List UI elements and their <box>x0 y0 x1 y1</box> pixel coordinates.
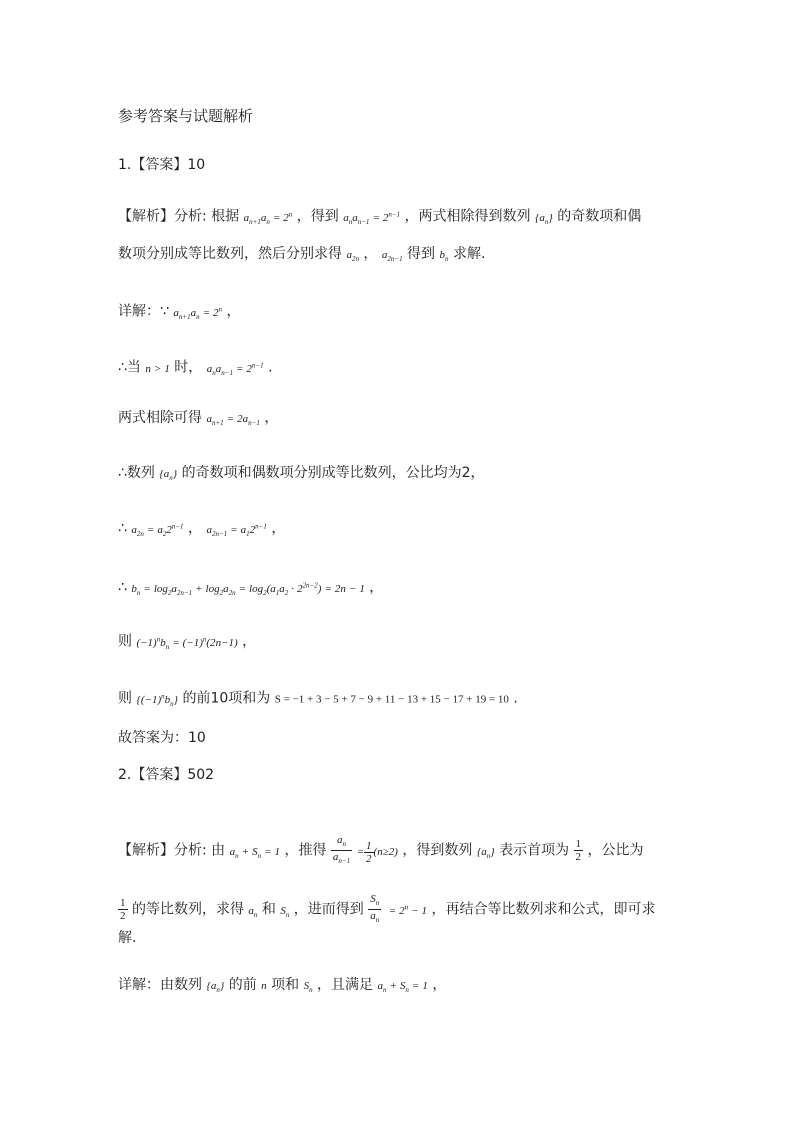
q1-sum-line <box>118 687 518 713</box>
formula: $a_n$ <box>248 904 258 919</box>
q1-analysis-line2 <box>118 245 485 268</box>
formula: $(-1)^nb_n = (-1)^n(2n-1)$ <box>136 635 238 651</box>
formula: = $2^n - 1$ <box>388 903 428 917</box>
q2-analysis-line1 <box>118 834 643 867</box>
formula: = $\frac{1}{2}$ (n≥2) <box>356 839 398 865</box>
q1-sequence-line <box>118 464 485 487</box>
text: . <box>513 690 518 707</box>
q1-detail-line <box>118 300 241 326</box>
sn-over-an-fraction: $\frac{S_n}{a_n}$ <box>370 893 380 925</box>
q1-analysis-line1 <box>118 205 641 231</box>
text: ， <box>226 303 241 320</box>
q1-when-line <box>118 356 273 382</box>
text: 得到 <box>407 246 436 262</box>
formula: $a_n + S_n = 1$ <box>377 980 428 995</box>
text: 则 <box>118 690 132 707</box>
page-heading: 参考答案与试题解析 <box>118 107 254 125</box>
formula: $\{(-1)^nb_n\}$ <box>136 692 179 708</box>
text: ，推得 <box>284 842 327 859</box>
formula: $a_{2n-1} = a_12^{n-1}$ <box>206 522 267 538</box>
half-fraction: $\frac{1}{2}$ <box>575 838 582 864</box>
formula: $\{a_n\}$ <box>535 211 553 226</box>
text: 和 <box>261 901 276 918</box>
text: ， <box>242 633 257 650</box>
text: ，进而得到 <box>293 901 364 918</box>
formula: $a_{n+1} = 2a_{n-1}$ <box>206 413 260 428</box>
formula: n > 1 <box>145 362 170 375</box>
text: 项和 <box>271 977 300 993</box>
text: ∴ <box>118 520 127 537</box>
formula: $a_{2n}$ <box>346 249 359 264</box>
text: . <box>268 359 273 376</box>
text: ， <box>271 520 286 537</box>
text: ∴数列 <box>118 465 155 481</box>
text: ∴ <box>118 579 127 596</box>
text: ，公比为 <box>587 842 644 859</box>
formula: $S_n$ <box>303 980 313 995</box>
text: ， <box>363 246 378 262</box>
formula: $a_na_{n-1} = 2^{n-1}$ <box>206 361 264 377</box>
text: 详解：∵ <box>118 303 169 320</box>
text: 的奇数项和偶 <box>557 208 642 225</box>
formula: $\{a_n\}$ <box>206 980 225 995</box>
formula: $\{a_n\}$ <box>476 845 495 860</box>
half-fraction: $\frac{1}{2}$ <box>120 897 126 923</box>
formula: $\{a_n\}$ <box>159 468 178 483</box>
formula: $b_n = \log_2a_{2n-1} + \log_2a_{2n} = \log_2(a_1a_2 \cdot 2^{2n-2}) = 2n - 1$ <box>131 581 365 597</box>
formula: n <box>261 980 267 992</box>
q2-analysis-line2 <box>118 893 656 926</box>
text: 数项分别成等比数列，然后分别求得 <box>118 246 342 262</box>
text: ， <box>264 410 279 426</box>
q1-answer-label: 1.【答案】10 <box>118 157 206 173</box>
formula: $a_{n+1}a_n = 2^n$ <box>243 210 293 226</box>
formula: $a_{n+1}a_n = 2^n$ <box>173 305 223 321</box>
formula: $a_{2n} = a_22^{n-1}$ <box>131 522 184 538</box>
q1-terms-line <box>118 517 285 543</box>
text: ，得到 <box>296 208 339 225</box>
ratio-fraction: $\frac{a_n}{a_{n-1}}$ <box>332 834 351 866</box>
text: 【解析】分析: 根据 <box>118 208 240 225</box>
text: ∴当 <box>118 359 141 376</box>
q2-detail-line <box>118 976 446 999</box>
q1-final-answer: 故答案为：10 <box>118 730 206 746</box>
q2-analysis-line3: 解. <box>118 930 137 946</box>
text: 详解：由数列 <box>118 977 202 993</box>
formula: $a_na_{n-1} = 2^{n-1}$ <box>343 210 401 226</box>
text: 则 <box>118 633 132 650</box>
text: 的等比数列，求得 <box>131 901 244 918</box>
text: ，且满足 <box>317 977 374 993</box>
q2-answer-label: 2.【答案】502 <box>118 767 215 783</box>
text: 的奇数项和偶数项分别成等比数列，公比均为2， <box>181 465 485 481</box>
text: 的前 <box>228 977 257 993</box>
text: ， <box>188 520 202 537</box>
text: 求解. <box>452 246 486 262</box>
formula: $b_n$ <box>439 249 449 264</box>
text: ，再结合等比数列求和公式，即可求 <box>431 901 656 918</box>
text: ，两式相除得到数列 <box>404 208 531 225</box>
text: ， <box>432 977 447 993</box>
q1-divide-line <box>118 409 278 432</box>
text: 表示首项为 <box>499 842 570 859</box>
text: 的前10项和为 <box>182 690 271 707</box>
formula: $a_{2n-1}$ <box>381 249 403 264</box>
text: ， <box>369 579 384 596</box>
text: ，得到数列 <box>402 842 473 859</box>
q1-then-line <box>118 630 256 656</box>
sum-formula: S = −1 + 3 − 5 + 7 − 9 + 11 − 13 + 15 − 17 + 19 = 10 <box>274 693 509 706</box>
q1-bn-line <box>118 576 383 602</box>
text: 【解析】分析: 由 <box>118 842 226 859</box>
text: 时， <box>174 359 203 376</box>
formula: $S_n$ <box>280 904 290 919</box>
formula: $a_n + S_n = 1$ <box>229 845 280 860</box>
text: 两式相除可得 <box>118 410 202 426</box>
